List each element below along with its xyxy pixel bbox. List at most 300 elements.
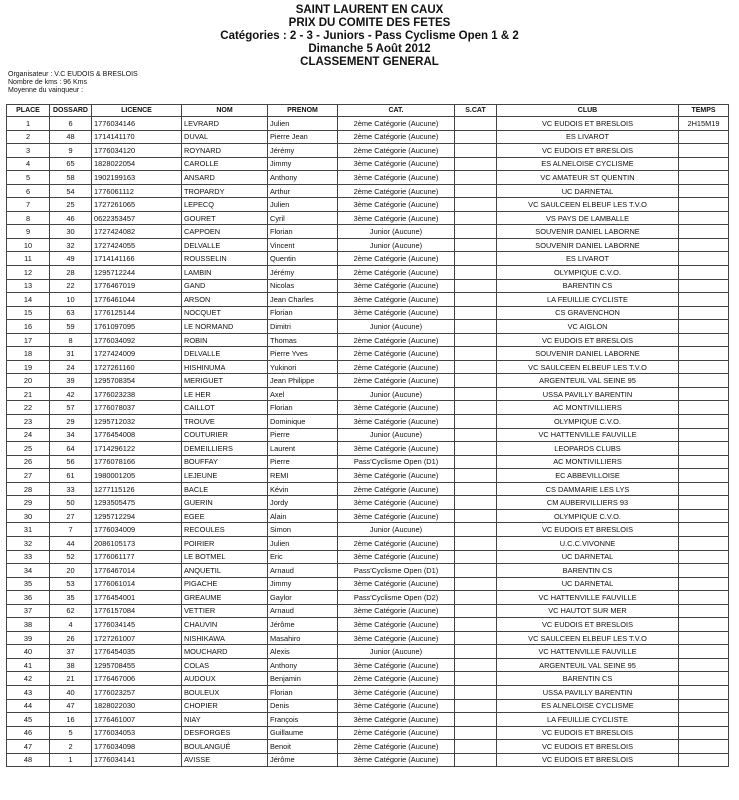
table-row — [7, 591, 729, 605]
cell-scat — [455, 211, 497, 225]
table-row — [7, 211, 729, 225]
cell-dossard: 49 — [50, 252, 92, 266]
cell-prenom: Alexis — [268, 645, 338, 659]
cell-club: SOUVENIR DANIEL LABORNE — [497, 225, 679, 239]
cell-licence: 1761097095 — [92, 320, 182, 334]
cell-cat: Junior (Aucune) — [338, 225, 455, 239]
cell-scat — [455, 536, 497, 550]
cell-club: OLYMPIQUE C.V.O. — [497, 266, 679, 280]
cell-prenom: Alain — [268, 509, 338, 523]
cell-place: 6 — [7, 184, 50, 198]
col-place: PLACE — [7, 105, 50, 117]
cell-licence: 1727261160 — [92, 360, 182, 374]
cell-cat: 2ème Catégorie (Aucune) — [338, 726, 455, 740]
table-row — [7, 225, 729, 239]
cell-licence: 1776034092 — [92, 333, 182, 347]
cell-temps — [679, 252, 729, 266]
cell-nom: AVISSE — [182, 753, 268, 767]
cell-temps — [679, 523, 729, 537]
cell-licence: 1776034098 — [92, 740, 182, 754]
table-row — [7, 482, 729, 496]
table-row — [7, 293, 729, 307]
cell-prenom: Guillaume — [268, 726, 338, 740]
cell-dossard: 50 — [50, 496, 92, 510]
cell-place: 47 — [7, 740, 50, 754]
cell-nom: LEVRARD — [182, 117, 268, 131]
cell-club: CM AUBERVILLIERS 93 — [497, 496, 679, 510]
cell-place: 5 — [7, 171, 50, 185]
cell-cat: 3ème Catégorie (Aucune) — [338, 415, 455, 429]
cell-dossard: 24 — [50, 360, 92, 374]
cell-cat: 3ème Catégorie (Aucune) — [338, 577, 455, 591]
cell-licence: 1727261065 — [92, 198, 182, 212]
cell-prenom: Simon — [268, 523, 338, 537]
cell-temps — [679, 442, 729, 456]
cell-dossard: 56 — [50, 455, 92, 469]
cell-cat: Pass'Cyclisme Open (D1) — [338, 564, 455, 578]
cell-dossard: 7 — [50, 523, 92, 537]
cell-licence: 1776023257 — [92, 685, 182, 699]
organiser-text: Organisateur : V.C EUDOIS & BRESLOIS — [8, 71, 138, 78]
cell-place: 9 — [7, 225, 50, 239]
cell-prenom: Masahiro — [268, 631, 338, 645]
table-row — [7, 618, 729, 632]
cell-temps — [679, 577, 729, 591]
cell-scat — [455, 740, 497, 754]
cell-licence: 1776034009 — [92, 523, 182, 537]
cell-place: 30 — [7, 509, 50, 523]
cell-dossard: 8 — [50, 333, 92, 347]
cell-scat — [455, 117, 497, 131]
cell-nom: DELVALLE — [182, 238, 268, 252]
cell-licence: 1828022030 — [92, 699, 182, 713]
cell-temps — [679, 374, 729, 388]
cell-licence: 1295708455 — [92, 658, 182, 672]
table-row — [7, 415, 729, 429]
cell-place: 12 — [7, 266, 50, 280]
cell-dossard: 4 — [50, 618, 92, 632]
cell-scat — [455, 320, 497, 334]
table-row — [7, 157, 729, 171]
cell-dossard: 31 — [50, 347, 92, 361]
cell-club: UC DARNETAL — [497, 550, 679, 564]
cell-nom: LE NORMAND — [182, 320, 268, 334]
cell-cat: 3ème Catégorie (Aucune) — [338, 293, 455, 307]
cell-place: 28 — [7, 482, 50, 496]
table-row — [7, 685, 729, 699]
cell-nom: ROYNARD — [182, 144, 268, 158]
table-row — [7, 713, 729, 727]
cell-nom: HISHINUMA — [182, 360, 268, 374]
cell-temps — [679, 360, 729, 374]
cell-place: 29 — [7, 496, 50, 510]
cell-scat — [455, 685, 497, 699]
cell-nom: ANSARD — [182, 171, 268, 185]
table-row — [7, 347, 729, 361]
cell-prenom: Jean Charles — [268, 293, 338, 307]
cell-licence: 1776467019 — [92, 279, 182, 293]
cell-temps — [679, 387, 729, 401]
cell-club: UC DARNETAL — [497, 577, 679, 591]
cell-cat: Pass'Cyclisme Open (D2) — [338, 591, 455, 605]
cell-nom: MOUCHARD — [182, 645, 268, 659]
table-row — [7, 320, 729, 334]
cell-club: BARENTIN CS — [497, 672, 679, 686]
event-location: SAINT LAURENT EN CAUX — [295, 4, 444, 16]
col-nom: NOM — [182, 105, 268, 117]
cell-dossard: 34 — [50, 428, 92, 442]
cell-prenom: Anthony — [268, 171, 338, 185]
cell-dossard: 10 — [50, 293, 92, 307]
cell-cat: 2ème Catégorie (Aucune) — [338, 740, 455, 754]
cell-club: ARGENTEUIL VAL SEINE 95 — [497, 658, 679, 672]
cell-cat: 3ème Catégorie (Aucune) — [338, 509, 455, 523]
cell-dossard: 47 — [50, 699, 92, 713]
cell-cat: 3ème Catégorie (Aucune) — [338, 157, 455, 171]
cell-place: 18 — [7, 347, 50, 361]
cell-prenom: Florian — [268, 401, 338, 415]
cell-temps — [679, 455, 729, 469]
event-categories: Catégories : 2 - 3 - Juniors - Pass Cyclisme Open 1 & 2 — [220, 30, 519, 42]
results-table — [6, 104, 729, 767]
cell-place: 2 — [7, 130, 50, 144]
cell-temps — [679, 496, 729, 510]
cell-place: 23 — [7, 415, 50, 429]
cell-scat — [455, 279, 497, 293]
cell-dossard: 25 — [50, 198, 92, 212]
cell-club: USSA PAVILLY BARENTIN — [497, 387, 679, 401]
cell-cat: 2ème Catégorie (Aucune) — [338, 117, 455, 131]
cell-licence: 1776078037 — [92, 401, 182, 415]
cell-club: VC EUDOIS ET BRESLOIS — [497, 753, 679, 767]
cell-scat — [455, 577, 497, 591]
table-row — [7, 509, 729, 523]
cell-place: 45 — [7, 713, 50, 727]
cell-club: USSA PAVILLY BARENTIN — [497, 685, 679, 699]
cell-place: 22 — [7, 401, 50, 415]
cell-temps — [679, 428, 729, 442]
cell-cat: Junior (Aucune) — [338, 428, 455, 442]
cell-cat: 2ème Catégorie (Aucune) — [338, 333, 455, 347]
cell-cat: 3ème Catégorie (Aucune) — [338, 306, 455, 320]
cell-nom: LEJEUNE — [182, 469, 268, 483]
cell-prenom: Thomas — [268, 333, 338, 347]
cell-cat: 3ème Catégorie (Aucune) — [338, 685, 455, 699]
cell-scat — [455, 238, 497, 252]
cell-nom: CHOPIER — [182, 699, 268, 713]
cell-scat — [455, 428, 497, 442]
cell-nom: GREAUME — [182, 591, 268, 605]
cell-club: BARENTIN CS — [497, 564, 679, 578]
cell-scat — [455, 658, 497, 672]
cell-prenom: François — [268, 713, 338, 727]
cell-club: U.C.C.VIVONNE — [497, 536, 679, 550]
cell-club: OLYMPIQUE C.V.O. — [497, 509, 679, 523]
cell-prenom: Florian — [268, 685, 338, 699]
cell-scat — [455, 496, 497, 510]
cell-club: ARGENTEUIL VAL SEINE 95 — [497, 374, 679, 388]
cell-nom: BOUFFAY — [182, 455, 268, 469]
cell-club: VC SAULCEEN ELBEUF LES T.V.O — [497, 198, 679, 212]
cell-scat — [455, 726, 497, 740]
cell-nom: BOULEUX — [182, 685, 268, 699]
cell-licence: 2086105173 — [92, 536, 182, 550]
cell-licence: 1776061177 — [92, 550, 182, 564]
cell-licence: 1727261007 — [92, 631, 182, 645]
cell-scat — [455, 604, 497, 618]
cell-scat — [455, 442, 497, 456]
cell-temps — [679, 469, 729, 483]
cell-licence: 1714296122 — [92, 442, 182, 456]
cell-club: VC EUDOIS ET BRESLOIS — [497, 333, 679, 347]
cell-temps — [679, 157, 729, 171]
cell-place: 27 — [7, 469, 50, 483]
cell-licence: 1776467014 — [92, 564, 182, 578]
cell-prenom: Yukinori — [268, 360, 338, 374]
cell-nom: GAND — [182, 279, 268, 293]
cell-cat: 2ème Catégorie (Aucune) — [338, 252, 455, 266]
cell-licence: 1828022054 — [92, 157, 182, 171]
cell-scat — [455, 550, 497, 564]
cell-scat — [455, 509, 497, 523]
cell-cat: 3ème Catégorie (Aucune) — [338, 753, 455, 767]
cell-prenom: Arthur — [268, 184, 338, 198]
table-row — [7, 117, 729, 131]
cell-cat: Junior (Aucune) — [338, 645, 455, 659]
cell-cat: 3ème Catégorie (Aucune) — [338, 469, 455, 483]
cell-temps — [679, 333, 729, 347]
table-row — [7, 238, 729, 252]
cell-nom: LE BOTMEL — [182, 550, 268, 564]
cell-club: SOUVENIR DANIEL LABORNE — [497, 347, 679, 361]
cell-temps — [679, 536, 729, 550]
cell-cat: 3ème Catégorie (Aucune) — [338, 442, 455, 456]
cell-scat — [455, 184, 497, 198]
table-row — [7, 550, 729, 564]
cell-place: 37 — [7, 604, 50, 618]
winner-average-text: Moyenne du vainqueur : — [8, 87, 84, 94]
cell-prenom: Dimitri — [268, 320, 338, 334]
cell-dossard: 6 — [50, 117, 92, 131]
cell-temps — [679, 320, 729, 334]
cell-dossard: 38 — [50, 658, 92, 672]
cell-licence: 1776461007 — [92, 713, 182, 727]
cell-temps — [679, 672, 729, 686]
cell-cat: 2ème Catégorie (Aucune) — [338, 672, 455, 686]
cell-nom: ROUSSELIN — [182, 252, 268, 266]
cell-dossard: 62 — [50, 604, 92, 618]
cell-place: 14 — [7, 293, 50, 307]
cell-prenom: Benoit — [268, 740, 338, 754]
cell-nom: MERIGUET — [182, 374, 268, 388]
cell-place: 36 — [7, 591, 50, 605]
cell-nom: DESFORGES — [182, 726, 268, 740]
cell-temps — [679, 293, 729, 307]
cell-place: 40 — [7, 645, 50, 659]
cell-scat — [455, 171, 497, 185]
cell-dossard: 59 — [50, 320, 92, 334]
cell-licence: 1776023238 — [92, 387, 182, 401]
cell-club: VC EUDOIS ET BRESLOIS — [497, 144, 679, 158]
table-row — [7, 496, 729, 510]
cell-club: CS DAMMARIE LES LYS — [497, 482, 679, 496]
table-row — [7, 564, 729, 578]
cell-place: 46 — [7, 726, 50, 740]
cell-dossard: 26 — [50, 631, 92, 645]
cell-licence: 1727424009 — [92, 347, 182, 361]
cell-temps — [679, 713, 729, 727]
cell-temps — [679, 225, 729, 239]
header-row — [7, 105, 729, 117]
cell-cat: 2ème Catégorie (Aucune) — [338, 360, 455, 374]
cell-nom: CAROLLE — [182, 157, 268, 171]
cell-licence: 1295712244 — [92, 266, 182, 280]
cell-prenom: Julien — [268, 536, 338, 550]
cell-club: VC SAULCEEN ELBEUF LES T.V.O — [497, 631, 679, 645]
cell-prenom: Florian — [268, 225, 338, 239]
cell-scat — [455, 144, 497, 158]
table-row — [7, 536, 729, 550]
cell-prenom: Quentin — [268, 252, 338, 266]
cell-club: UC DARNETAL — [497, 184, 679, 198]
cell-nom: DUVAL — [182, 130, 268, 144]
cell-club: LA FEUILLIE CYCLISTE — [497, 713, 679, 727]
cell-place: 26 — [7, 455, 50, 469]
cell-prenom: Jérémy — [268, 144, 338, 158]
cell-dossard: 30 — [50, 225, 92, 239]
cell-cat: 3ème Catégorie (Aucune) — [338, 279, 455, 293]
cell-cat: Junior (Aucune) — [338, 238, 455, 252]
cell-place: 17 — [7, 333, 50, 347]
cell-dossard: 9 — [50, 144, 92, 158]
col-scat: S.CAT — [455, 105, 497, 117]
cell-cat: 2ème Catégorie (Aucune) — [338, 536, 455, 550]
cell-licence: 1776454008 — [92, 428, 182, 442]
cell-licence: 1776034141 — [92, 753, 182, 767]
cell-nom: GUERIN — [182, 496, 268, 510]
cell-club: VC AIGLON — [497, 320, 679, 334]
cell-nom: LE HER — [182, 387, 268, 401]
cell-licence: 1902199163 — [92, 171, 182, 185]
table-row — [7, 645, 729, 659]
cell-scat — [455, 266, 497, 280]
cell-temps — [679, 266, 729, 280]
cell-prenom: REMI — [268, 469, 338, 483]
cell-club: AC MONTIVILLIERS — [497, 401, 679, 415]
table-row — [7, 198, 729, 212]
cell-cat: 2ème Catégorie (Aucune) — [338, 482, 455, 496]
cell-club: VC HATTENVILLE FAUVILLE — [497, 428, 679, 442]
cell-temps — [679, 347, 729, 361]
cell-licence: 1980001205 — [92, 469, 182, 483]
cell-licence: 1293505475 — [92, 496, 182, 510]
cell-cat: Pass'Cyclisme Open (D1) — [338, 455, 455, 469]
cell-licence: 1776078166 — [92, 455, 182, 469]
cell-scat — [455, 753, 497, 767]
cell-prenom: Arnaud — [268, 604, 338, 618]
table-row — [7, 658, 729, 672]
cell-dossard: 58 — [50, 171, 92, 185]
cell-place: 38 — [7, 618, 50, 632]
cell-licence: 1776454001 — [92, 591, 182, 605]
cell-cat: 3ème Catégorie (Aucune) — [338, 401, 455, 415]
cell-prenom: Jimmy — [268, 577, 338, 591]
cell-dossard: 21 — [50, 672, 92, 686]
cell-temps — [679, 685, 729, 699]
cell-licence: 1776034146 — [92, 117, 182, 131]
cell-cat: 3ème Catégorie (Aucune) — [338, 618, 455, 632]
distance-text: Nombre de kms : 96 Kms — [8, 79, 87, 86]
cell-club: VC HAUTOT SUR MER — [497, 604, 679, 618]
event-date: Dimanche 5 Août 2012 — [308, 43, 431, 55]
cell-cat: 3ème Catégorie (Aucune) — [338, 550, 455, 564]
cell-club: ES ALNELOISE CYCLISME — [497, 699, 679, 713]
cell-nom: GOURET — [182, 211, 268, 225]
cell-cat: 3ème Catégorie (Aucune) — [338, 658, 455, 672]
cell-temps — [679, 699, 729, 713]
cell-licence: 1277115126 — [92, 482, 182, 496]
col-club: CLUB — [497, 105, 679, 117]
cell-temps — [679, 130, 729, 144]
cell-club: BARENTIN CS — [497, 279, 679, 293]
cell-dossard: 53 — [50, 577, 92, 591]
cell-prenom: Julien — [268, 198, 338, 212]
table-row — [7, 144, 729, 158]
cell-licence: 1295712032 — [92, 415, 182, 429]
ranking-title: CLASSEMENT GENERAL — [300, 56, 439, 68]
table-row — [7, 753, 729, 767]
cell-nom: ANQUETIL — [182, 564, 268, 578]
cell-club: VC EUDOIS ET BRESLOIS — [497, 523, 679, 537]
table-row — [7, 184, 729, 198]
cell-place: 15 — [7, 306, 50, 320]
cell-prenom: Anthony — [268, 658, 338, 672]
cell-temps — [679, 726, 729, 740]
cell-nom: ARSON — [182, 293, 268, 307]
cell-nom: VETTIER — [182, 604, 268, 618]
cell-dossard: 32 — [50, 238, 92, 252]
cell-club: SOUVENIR DANIEL LABORNE — [497, 238, 679, 252]
cell-nom: COUTURIER — [182, 428, 268, 442]
cell-scat — [455, 699, 497, 713]
cell-temps — [679, 550, 729, 564]
cell-prenom: Jérôme — [268, 618, 338, 632]
cell-licence: 1776061014 — [92, 577, 182, 591]
cell-dossard: 35 — [50, 591, 92, 605]
cell-temps — [679, 415, 729, 429]
cell-scat — [455, 631, 497, 645]
cell-prenom: Cyril — [268, 211, 338, 225]
cell-club: VC HATTENVILLE FAUVILLE — [497, 591, 679, 605]
cell-temps — [679, 184, 729, 198]
cell-prenom: Jordy — [268, 496, 338, 510]
cell-licence: 1776061112 — [92, 184, 182, 198]
cell-place: 11 — [7, 252, 50, 266]
cell-club: EC ABBEVILLOISE — [497, 469, 679, 483]
cell-place: 44 — [7, 699, 50, 713]
table-row — [7, 523, 729, 537]
cell-club: VC SAULCEEN ELBEUF LES T.V.O — [497, 360, 679, 374]
cell-temps — [679, 618, 729, 632]
col-cat: CAT. — [338, 105, 455, 117]
cell-dossard: 39 — [50, 374, 92, 388]
cell-nom: BACLE — [182, 482, 268, 496]
cell-dossard: 52 — [50, 550, 92, 564]
cell-temps — [679, 401, 729, 415]
cell-club: ES ALNELOISE CYCLISME — [497, 157, 679, 171]
cell-temps — [679, 591, 729, 605]
cell-cat: 2ème Catégorie (Aucune) — [338, 374, 455, 388]
